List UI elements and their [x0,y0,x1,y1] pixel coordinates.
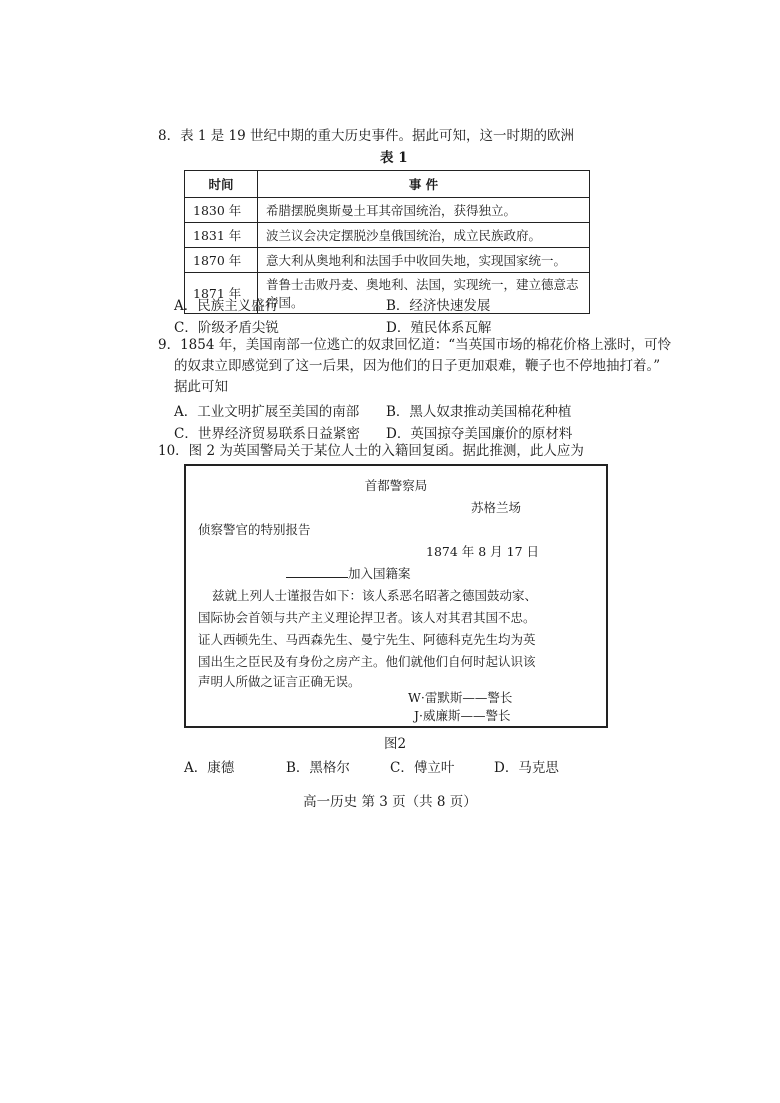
q10-stem: 10．图 2 为英国警局关于某位人士的入籍回复函。据此推测，此人应为 [158,443,584,459]
table-cell-year: 1871 年 [185,273,258,314]
q8-option-d[interactable]: D．殖民体系瓦解 [386,320,492,336]
report-body-line: 国际协会首领与共产主义理论捍卫者。该人对其君其国不忠。 [198,610,536,625]
table-cell-year: 1870 年 [185,248,258,273]
q9-stem-line2: 的奴隶立即感觉到了这一后果，因为他们的日子更加艰难，鞭子也不停地抽打着。” [174,358,661,374]
table-cell-event: 希腊摆脱奥斯曼土耳其帝国统治，获得独立。 [258,198,590,223]
report-subtitle: 侦察警官的特别报告 [198,522,311,537]
report-body-line: 证人西顿先生、马西森先生、曼宁先生、阿德科克先生均为英 [198,632,536,647]
table-cell-event: 普鲁士击败丹麦、奥地利、法国，实现统一，建立德意志帝国。 [258,273,590,314]
q9-option-c[interactable]: C．世界经济贸易联系日益紧密 [174,426,360,442]
table-header-event: 事 件 [258,171,590,198]
table-caption: 表 1 [380,150,408,166]
table-header-row [185,171,590,198]
table-cell-event: 意大利从奥地利和法国手中收回失地，实现国家统一。 [258,248,590,273]
q9-stem-line1: 9．1854 年，美国南部一位逃亡的奴隶回忆道：“当英国市场的棉花价格上涨时，可怜 [158,337,672,353]
q8-option-c[interactable]: C．阶级矛盾尖锐 [174,320,279,336]
table-row [185,198,590,223]
report-place: 苏格兰场 [471,500,522,515]
q8-option-a[interactable]: A．民族主义盛行 [174,298,279,314]
page-footer: 高一历史 第 3 页（共 8 页） [303,794,477,810]
table-cell-year: 1831 年 [185,223,258,248]
report-date: 1874 年 8 月 17 日 [426,544,540,559]
table-header-time: 时间 [185,171,258,198]
table-row [185,223,590,248]
table-row [185,248,590,273]
report-case-line [286,564,411,582]
q8-option-b[interactable]: B．经济快速发展 [386,298,491,314]
q10-option-b[interactable]: B．黑格尔 [286,760,350,776]
police-report-figure [184,464,608,728]
q8-stem: 8．表 1 是 19 世纪中期的重大历史事件。据此可知，这一时期的欧洲 [158,128,575,144]
q9-option-a[interactable]: A．工业文明扩展至美国的南部 [174,404,360,420]
q9-option-b[interactable]: B．黑人奴隶推动美国棉花种植 [386,404,572,420]
q9-stem-line3: 据此可知 [174,379,228,395]
report-case: 加入国籍案 [348,566,411,581]
report-body-line: 声明人所做之证言正确无误。 [198,674,361,689]
table-cell-event: 波兰议会决定摆脱沙皇俄国统治，成立民族政府。 [258,223,590,248]
q9-option-d[interactable]: D．英国掠夺美国廉价的原材料 [386,426,573,442]
report-body-line: 国出生之臣民及有身份之房产主。他们就他们自何时起认识该 [198,654,536,669]
events-table [184,170,590,314]
report-sign-1: W·雷默斯——警长 [408,690,513,705]
report-header: 首都警察局 [364,478,428,493]
table-cell-year: 1830 年 [185,198,258,223]
report-sign-2: J·威廉斯——警长 [414,708,511,723]
figure-caption: 图2 [384,736,407,752]
blank-line [286,565,348,578]
q10-option-d[interactable]: D．马克思 [494,760,559,776]
report-body-line: 兹就上列人士谨报告如下：该人系恶名昭著之德国鼓动家、 [212,588,538,603]
q10-option-a[interactable]: A．康德 [184,760,235,776]
q10-option-c[interactable]: C．傅立叶 [390,760,455,776]
